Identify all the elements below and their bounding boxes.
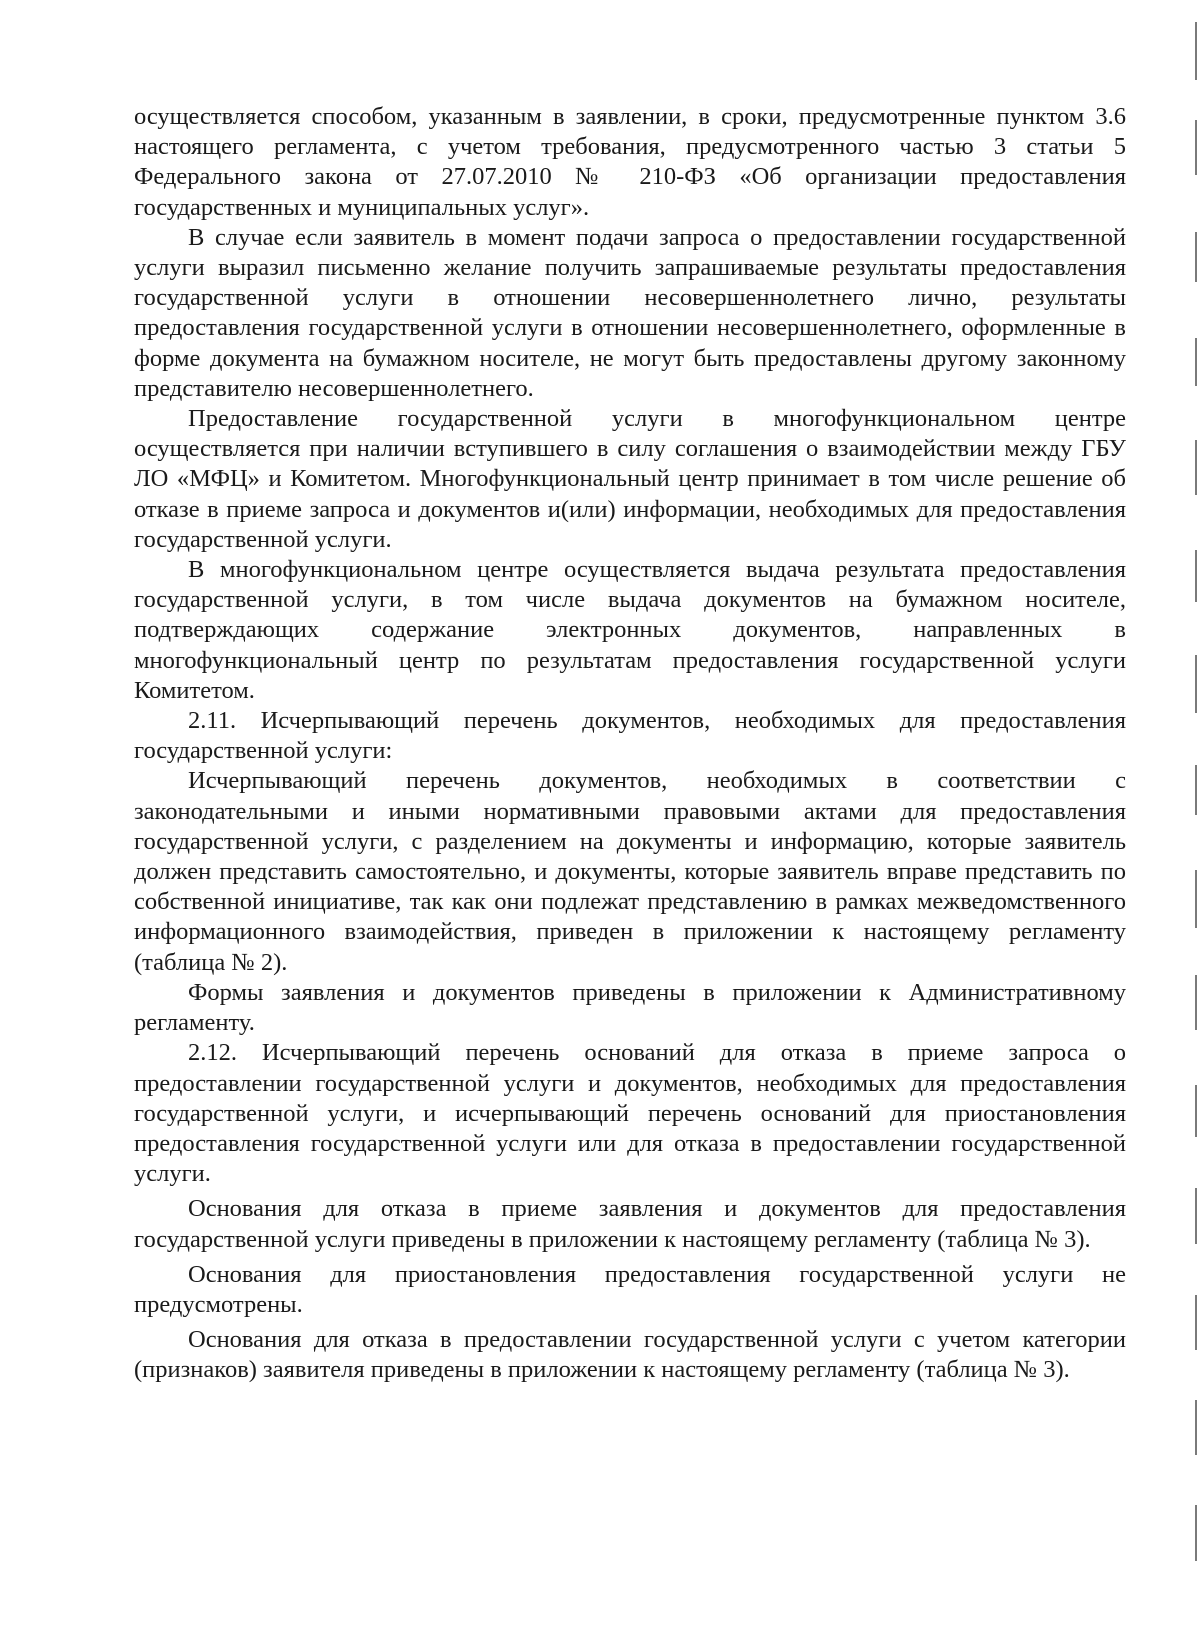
paragraph-mfc-agreement: Предоставление государственной услуги в многофункциональном центре осуществляется при наличии вступившего в силу соглашения о взаимодействии между ГБУ ЛО «МФЦ» и Комитетом. Многофункциональный центр принимает в том числе решение об отказе в приеме запроса и документов и(или) информации, необходимых для предоставления государственной услуги. xyxy=(134,405,1126,553)
scan-mark xyxy=(1195,975,1197,1030)
paragraph-minor-results: В случае если заявитель в момент подачи запроса о предоставлении государственной услуги выразил письменно желание получить запрашиваемые результаты предоставления государственной услуги в отношении несовершеннолетнего лично, результаты предоставления государственной услуги в отношении несовершеннолетнего, оформленные в форме документа на бумажном носителе, не могут быть предоставлены другому законному представителю несовершеннолетнего. xyxy=(134,223,1126,402)
scan-mark xyxy=(1195,120,1197,175)
paragraph-continuation: осуществляется способом, указанным в заявлении, в сроки, предусмотренные пунктом 3.6 настоящего регламента, с учетом требования, предусмотренного частью 3 статьи 5 Федерального закона от 27.07.2010 № 210-ФЗ «Об организации предоставления государственных и муниципальных услуг». xyxy=(134,103,1126,221)
paragraph-documents-list: Исчерпывающий перечень документов, необходимых в соответствии с законодательными и иными нормативными правовыми актами для предоставления государственной услуги, с разделением на документы и информацию, которые заявитель должен представить самостоятельно, и документы, которые заявитель вправе представить по собственной инициативе, так как они подлежат представлению в рамках межведомственного информационного взаимодействия, приведен в приложении к настоящему регламенту (таблица № 2). xyxy=(134,767,1126,976)
paragraph-refusal-acceptance: Основания для отказа в приеме заявления и документов для предоставления государственной услуги приведены в приложении к настоящему регламенту (таблица № 3). xyxy=(134,1195,1126,1253)
scan-mark xyxy=(1195,550,1197,602)
scan-mark xyxy=(1195,1188,1197,1244)
scan-mark xyxy=(1195,765,1197,815)
paragraph-suspension: Основания для приостановления предоставления государственной услуги не предусмотрены. xyxy=(134,1260,1126,1318)
scan-mark xyxy=(1195,1400,1197,1455)
scan-edge-marks xyxy=(1195,0,1199,1626)
scan-mark xyxy=(1195,1295,1197,1350)
scan-mark xyxy=(1195,1085,1197,1137)
paragraph-mfc-issuance: В многофункциональном центре осуществляется выдача результата предоставления государственной услуги, в том числе выдача документов на бумажном носителе, подтверждающих содержание электронных документов, направленных в многофункциональный центр по результатам предоставления государственной услуги Комитетом. xyxy=(134,556,1126,704)
paragraph-refusal-provision: Основания для отказа в предоставлении государственной услуги с учетом категории (признаков) заявителя приведены в приложении к настоящему регламенту (таблица № 3). xyxy=(134,1326,1126,1384)
scan-mark xyxy=(1195,1505,1197,1561)
scan-mark xyxy=(1195,440,1197,495)
document-body xyxy=(134,102,1126,1386)
scan-mark xyxy=(1195,655,1197,713)
section-2-12-heading: 2.12. Исчерпывающий перечень оснований для отказа в приеме запроса о предоставлении государственной услуги и документов, необходимых для предоставления государственной услуги, и исчерпывающий перечень оснований для приостановления предоставления государственной услуги или для отказа в предоставлении государственной услуги. xyxy=(134,1039,1126,1188)
paragraph-application-forms: Формы заявления и документов приведены в приложении к Административному регламенту. xyxy=(134,978,1126,1037)
section-2-11-heading: 2.11. Исчерпывающий перечень документов, необходимых для предоставления государственной услуги: xyxy=(134,707,1126,765)
scan-mark xyxy=(1195,232,1197,282)
scan-mark xyxy=(1195,22,1197,80)
scan-mark xyxy=(1195,338,1197,386)
scan-mark xyxy=(1195,870,1197,928)
